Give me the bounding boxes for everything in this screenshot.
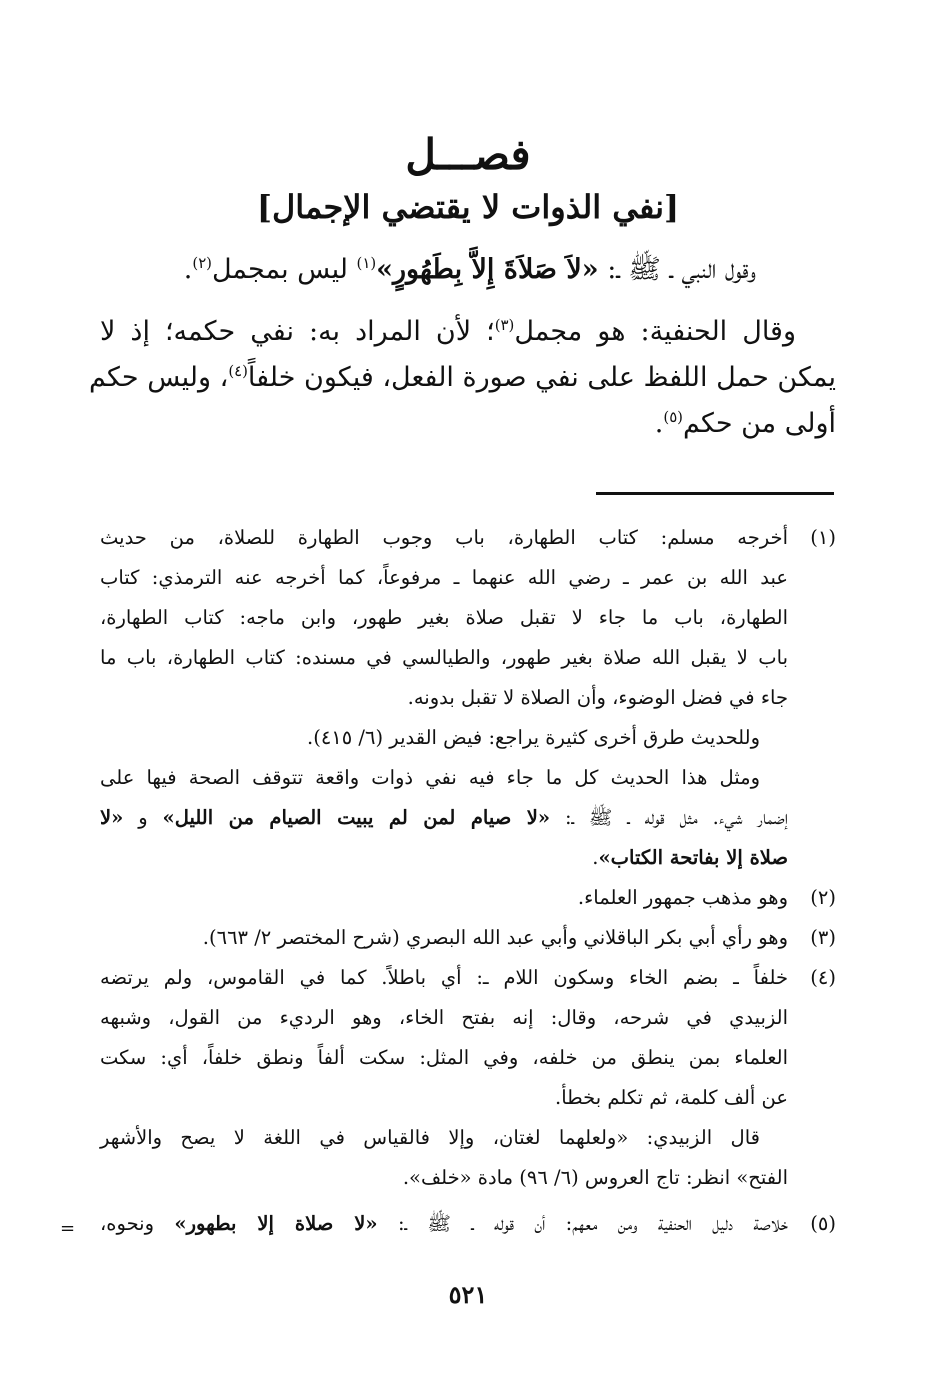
footnote-number-5: (٥) — [810, 1212, 836, 1235]
body-paragraph-2-line-3: أولى من حكم$^{(٥)}$. — [654, 408, 836, 439]
footnote-1-line-7: ومثل هذا الحديث كل ما جاء فيه نفي ذوات واقعة تتوقف الصحة فيها على — [100, 766, 760, 789]
hadith-quote: «لا صلاة إلا بطهور» — [174, 1212, 378, 1235]
footnote-4-line-3: العلماء بمن ينطق من خلفه، وفي المثل: سكت ألفاً ونطق خلفاً، أي: سكت — [100, 1046, 788, 1069]
section-title: [نفي الذوات لا يقتضي الإجمال] — [256, 188, 680, 226]
footnote-number-2: (٢) — [810, 886, 836, 909]
footnote-1-line-4: باب لا يقبل الله صلاة بغير طهور، والطيالسي في مسنده: كتاب الطهارة، باب ما — [100, 646, 788, 669]
hadith-quote: صلاة إلا بفاتحة الكتاب» — [598, 846, 788, 869]
continuation-mark: = — [60, 1218, 76, 1239]
body-paragraph-2-line-1: وقال الحنفية: هو مجمل$^{(٣)}$؛ لأن المراد به: نفي حكمه؛ إذ لا — [100, 316, 797, 347]
footnote-3-text: وهو رأي أبي بكر الباقلاني وأبي عبد الله البصري (شرح المختصر ٢/ ٦٦٣). — [202, 926, 788, 949]
footnote-1-line-6: وللحديث طرق أخرى كثيرة يراجع: فيض القدير (٦/ ٤١٥). — [307, 726, 760, 749]
footnote-number-3: (٣) — [810, 926, 836, 949]
footnote-1-line-9: صلاة إلا بفاتحة الكتاب». — [592, 846, 788, 869]
hadith-quote: «لاَ صَلاَةَ إِلاَّ بِطَهُورٍ» — [376, 254, 599, 285]
hadith-quote: «لا صيام لمن لم يبيت الصيام من الليل» — [162, 806, 551, 829]
footnote-1-line-3: الطهارة، باب ما جاء لا تقبل صلاة بغير طهور، وابن ماجه: كتاب الطهارة، — [100, 606, 788, 629]
footnote-1-line-2: عبد الله بن عمر ـ رضي الله عنهما ـ مرفوعاً، كما أخرجه عنه الترمذي: كتاب — [100, 566, 788, 589]
footnote-5-text: خلاصة دليل الحنفية ومن معهم: أن قوله ـ ﷺ ـ: «لا صلاة إلا بطهور» ونحوه، — [100, 1212, 788, 1235]
footnote-1-line-5: جاء في فضل الوضوء، وأن الصلاة لا تقبل بدونه. — [407, 686, 788, 709]
footnote-ref-1[interactable]: (١) — [356, 254, 377, 272]
footnote-number-1: (١) — [810, 526, 836, 549]
footnote-1-line-8: إضمار شيء. مثل قوله ـ ﷺ ـ: «لا صيام لمن لم يبيت الصيام من الليل» و «لا — [100, 806, 788, 829]
footnote-2-text: وهو مذهب جمهور العلماء. — [577, 886, 788, 909]
footnote-ref-4[interactable]: (٤) — [228, 362, 248, 380]
footnote-4-line-5: قال الزبيدي: «ولعلهما لغتان، وإلا فالقياس في اللغة لا يصح والأشهر — [100, 1126, 760, 1149]
footnote-ref-2[interactable]: (٢) — [192, 254, 212, 272]
footnote-ref-5[interactable]: (٥) — [663, 408, 683, 426]
footnote-4-line-2: الزبيدي في شرحه، وقال: إنه بفتح الخاء، وهو الرديء من القول، وشبهه — [100, 1006, 788, 1029]
footnote-separator — [596, 492, 834, 495]
section-heading: فصـــل — [405, 130, 531, 179]
body-paragraph-2-line-2: يمكن حمل اللفظ على نفي صورة الفعل، فيكون خلفاً$^{(٤)}$، وليس حكم — [89, 362, 836, 393]
footnote-4-line-1: خلفاً ـ بضم الخاء وسكون اللام ـ: أي باطلاً. كما في القاموس، ولم يرتضه — [100, 966, 788, 989]
footnote-4-line-6: الفتح» انظر: تاج العروس (٦/ ٩٦) مادة «خلف». — [402, 1166, 788, 1189]
footnote-1-line-1: أخرجه مسلم: كتاب الطهارة، باب وجوب الطهارة للصلاة، من حديث — [100, 526, 788, 549]
page-number: ٥٢١ — [448, 1280, 488, 1309]
body-paragraph-1: وقول النبي ـ ﷺ ـ: «لاَ صَلاَةَ إِلاَّ بِطَهُورٍ»$^{(١)}$ ليس بمجمل$^{(٢)}$. — [183, 254, 756, 285]
footnote-ref-3[interactable]: (٣) — [494, 316, 515, 334]
footnote-4-line-4: عن ألف كلمة، ثم تكلم بخطأ. — [555, 1086, 788, 1109]
footnote-number-4: (٤) — [810, 966, 836, 989]
